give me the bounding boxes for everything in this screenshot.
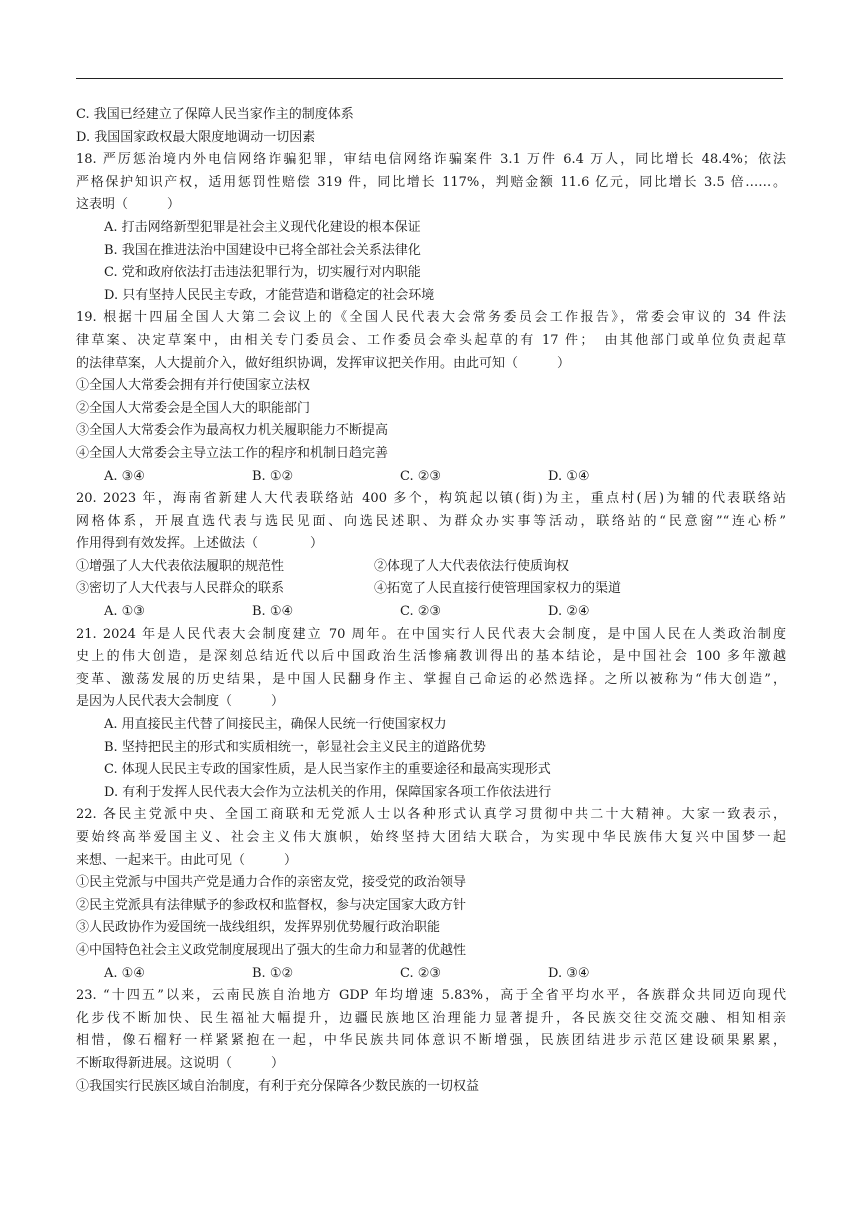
header-rule <box>76 78 783 79</box>
q20-options-row <box>76 601 786 624</box>
q23-stem-line: 不断取得新进展。这说明（ ） <box>76 1055 285 1071</box>
q20-option-b: B. ①④ <box>252 604 294 620</box>
q20-item-3: ③密切了人大代表与人民群众的联系 <box>76 581 285 597</box>
q19-options-row <box>76 466 786 489</box>
q21-option-d: D. 有利于发挥人民代表大会作为立法机关的作用，保障国家各项工作依法进行 <box>104 784 552 800</box>
q20-option-d: D. ②④ <box>548 604 590 620</box>
q19-item-2: ②全国人大常委会是全国人大的职能部门 <box>76 400 311 416</box>
q19-item-4: ④全国人大常委会主导立法工作的程序和机制日趋完善 <box>76 445 389 461</box>
q21-stem-line: 史上的伟大创造，是深刻总结近代以后中国政治生活惨痛教训得出的基本结论，是中国社会 100 多年激越 <box>76 649 786 665</box>
q22-options-row <box>76 963 786 986</box>
q20-item-4: ④拓宽了人民直接行使管理国家权力的渠道 <box>374 581 622 597</box>
q20-items-row <box>76 578 786 601</box>
q22-item-1: ①民主党派与中国共产党是通力合作的亲密友党，接受党的政治领导 <box>76 875 467 891</box>
q22-item-2: ②民主党派具有法律赋予的参政权和监督权，参与决定国家大政方针 <box>76 897 467 913</box>
q19-item-1: ①全国人大常委会拥有并行使国家立法权 <box>76 378 311 394</box>
q19-stem-line: 的法律草案，人大提前介入，做好组织协调，发挥审议把关作用。由此可知（ ） <box>76 355 571 371</box>
q18-option-a: A. 打击网络新型犯罪是社会主义现代化建设的根本保证 <box>104 219 421 235</box>
q20-stem-line: 20. 2023 年，海南省新建人大代表联络站 400 多个，构筑起以镇(街)为主，重点村(居)为辅的代表联络站 <box>76 491 786 507</box>
q20-stem-line: 作用得到有效发挥。上述做法（ ） <box>76 536 324 552</box>
q20-option-c: C. ②③ <box>400 604 442 620</box>
q21-option-c: C. 体现人民民主专政的国家性质，是人民当家作主的重要途径和最高实现形式 <box>104 762 551 778</box>
q22-stem-line: 要始终高举爱国主义、社会主义伟大旗帜，始终坚持大团结大联合，为实现中华民族伟大复兴中国梦一起 <box>76 830 786 845</box>
q23-stem-line: 化步伐不断加快、民生福祉大幅提升，边疆民族地区治理能力显著提升，各民族交往交流交融、相知相亲 <box>76 1010 786 1026</box>
q20-items-row <box>76 556 786 579</box>
q18-option-d: D. 只有坚持人民民主专政，才能营造和谐稳定的社会环境 <box>104 287 435 303</box>
q20-stem-line: 网格体系，开展直选代表与选民见面、向选民述职、为群众办实事等活动，联络站的“民意窗”“连心桥” <box>76 513 786 529</box>
q21-stem-line: 21. 2024 年是人民代表大会制度建立 70 周年。在中国实行人民代表大会制度，是中国人民在人类政治制度 <box>76 626 786 642</box>
q22-stem-line: 22. 各民主党派中央、全国工商联和无党派人士以各种形式认真学习贯彻中共二十大精神。大家一致表示， <box>76 807 786 823</box>
q23-stem-line: 23. “十四五”以来，云南民族自治地方 GDP 年均增速 5.83%，高于全省平均水平，各族群众共同迈向现代 <box>76 988 786 1004</box>
q18-stem-line: 严格保护知识产权，适用惩罚性赔偿 319 件，同比增长 117%，判赔金额 11.6 亿元，同比增长 3.5 倍……。 <box>76 174 786 190</box>
q23-stem-line: 相惜，像石榴籽一样紧紧抱在一起，中华民族共同体意识不断增强，民族团结进步示范区建设硕果累累， <box>76 1033 786 1049</box>
q18-option-c: C. 党和政府依法打击违法犯罪行为，切实履行对内职能 <box>104 265 421 281</box>
q19-option-a: A. ③④ <box>104 468 145 484</box>
exam-page <box>76 104 786 1098</box>
q22-option-d: D. ③④ <box>548 965 590 981</box>
q19-stem-line: 19. 根据十四届全国人大第二会议上的《全国人民代表大会常务委员会工作报告》，常委会审议的 34 件法 <box>76 310 786 326</box>
q22-item-3: ③人民政协作为爱国统一战线组织，发挥界别优势履行政治职能 <box>76 920 441 936</box>
q22-option-b: B. ①② <box>252 965 294 981</box>
q20-item-1: ①增强了人大代表依法履职的规范性 <box>76 558 285 574</box>
q18-stem-line: 18. 严厉惩治境内外电信网络诈骗犯罪，审结电信网络诈骗案件 3.1 万件 6.4 万人，同比增长 48.4%；依法 <box>76 152 786 168</box>
q21-stem-line: 变革、激荡发展的历史结果，是中国人民翻身作主、掌握自己命运的必然选择。之所以被称为“伟大创造”， <box>76 671 786 687</box>
q18-option-b: B. 我国在推进法治中国建设中已将全部社会关系法律化 <box>104 242 421 258</box>
q21-stem-line: 是因为人民代表大会制度（ ） <box>76 694 285 710</box>
q20-option-a: A. ①③ <box>104 604 145 620</box>
q19-option-d: D. ①④ <box>548 468 590 484</box>
q18-stem-line: 这表明（ ） <box>76 197 181 213</box>
q21-option-a: A. 用直接民主代替了间接民主，确保人民统一行使国家权力 <box>104 717 447 733</box>
q23-item-1: ①我国实行民族区域自治制度，有利于充分保障各少数民族的一切权益 <box>76 1078 480 1094</box>
q19-option-c: C. ②③ <box>400 468 442 484</box>
q17-option-c: C. 我国已经建立了保障人民当家作主的制度体系 <box>76 107 354 122</box>
q21-option-b: B. 坚持把民主的形式和实质相统一，彰显社会主义民主的道路优势 <box>104 739 486 755</box>
q19-option-b: B. ①② <box>252 468 294 484</box>
q20-item-2: ②体现了人大代表依法行使质询权 <box>374 558 570 574</box>
q22-stem-line: 来想、一起来干。由此可见（ ） <box>76 852 298 868</box>
q22-item-4: ④中国特色社会主义政党制度展现出了强大的生命力和显著的优越性 <box>76 942 467 958</box>
q19-stem-line: 律草案、决定草案中，由相关专门委员会、工作委员会牵头起草的有 17 件； 由其他部门或单位负责起草 <box>76 332 786 348</box>
q19-item-3: ③全国人大常委会作为最高权力机关履职能力不断提高 <box>76 423 389 439</box>
q17-option-d: D. 我国国家政权最大限度地调动一切因素 <box>76 129 316 145</box>
q22-option-c: C. ②③ <box>400 965 442 981</box>
q22-option-a: A. ①④ <box>104 965 145 981</box>
